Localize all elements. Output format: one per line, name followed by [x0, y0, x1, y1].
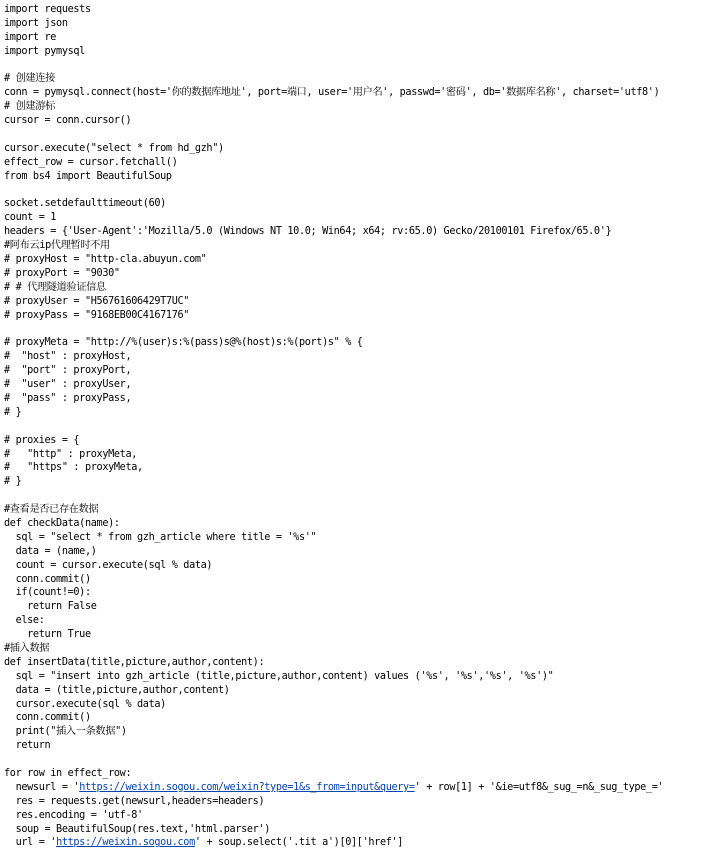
code-line: def insertData(title,picture,author,content): [4, 656, 265, 668]
code-line: # "http" : proxyMeta, [4, 448, 138, 460]
code-line: headers = {'User-Agent':'Mozilla/5.0 (Windows NT 10.0; Win64; x64; rv:65.0) Gecko/20100101 Firefox/65.0'} [4, 226, 612, 238]
code-line: return [4, 740, 51, 752]
code-line [4, 128, 719, 142]
code-line: #查看是否已存在数据 [4, 504, 99, 516]
code-line: # proxyPass = "9168EB00C4167176" [4, 309, 190, 321]
code-line: return False [4, 601, 97, 613]
code-line: # "port" : proxyPort, [4, 365, 132, 377]
code-line: soup = BeautifulSoup(res.text,'html.parser') [4, 823, 271, 835]
code-line: for row in effect_row: [4, 767, 132, 779]
code-line: # } [4, 476, 22, 488]
code-line: count = cursor.execute(sql % data) [4, 559, 213, 571]
code-line [4, 420, 719, 434]
code-line: # proxyHost = "http-cla.abuyun.com" [4, 254, 207, 266]
code-line: return True [4, 629, 91, 641]
code-line: def checkData(name): [4, 517, 120, 529]
code-line: cursor = conn.cursor() [4, 115, 132, 127]
code-line: res = requests.get(newsurl,headers=headers) [4, 795, 265, 807]
code-line: # proxyPort = "9030" [4, 267, 120, 279]
code-line [4, 781, 719, 795]
code-line: import requests [4, 4, 91, 15]
code-line: cursor.execute(sql % data) [4, 698, 166, 710]
code-line: sql = "select * from gzh_article where title = '%s'" [4, 531, 317, 543]
code-line: else: [4, 615, 45, 627]
url-link[interactable]: https://weixin.sogou.com/weixin?type=1&s_from=input&query= [79, 781, 415, 793]
code-text: ' + row[1] + '&ie=utf8&_sug_=n&_sug_type_=' [414, 781, 664, 793]
code-line: print("插入一条数据") [4, 726, 127, 738]
code-line: # "https" : proxyMeta, [4, 462, 143, 474]
code-line: conn.commit() [4, 573, 91, 585]
code-line: # # 代理隧道验证信息 [4, 281, 106, 293]
code-line: # } [4, 406, 22, 418]
code-line: from bs4 import BeautifulSoup [4, 170, 172, 182]
code-line: # "pass" : proxyPass, [4, 392, 132, 404]
code-line: socket.setdefaulttimeout(60) [4, 198, 166, 210]
code-line: count = 1 [4, 212, 57, 224]
code-line: import pymysql [4, 45, 85, 57]
code-text: ' + soup.select('.tit a')[0]['href'] [194, 837, 404, 849]
code-line: # proxyMeta = "http://%(user)s:%(pass)s@%(host)s:%(port)s" % { [4, 337, 363, 349]
code-listing [4, 3, 719, 850]
code-line: import json [4, 17, 68, 29]
code-line [4, 753, 719, 767]
code-line: conn.commit() [4, 712, 91, 724]
code-line [4, 836, 719, 850]
code-line: #阿布云ip代理暂时不用 [4, 240, 110, 252]
code-line: # 创建连接 [4, 73, 55, 85]
code-line: # 创建游标 [4, 101, 55, 113]
url-link[interactable]: https://weixin.sogou.com [56, 837, 195, 849]
code-line [4, 489, 719, 503]
code-line [4, 184, 719, 198]
code-line [4, 322, 719, 336]
code-line: import re [4, 31, 57, 43]
code-text: url = ' [4, 837, 57, 849]
code-line: effect_row = cursor.fetchall() [4, 156, 178, 168]
code-text: newsurl = ' [4, 781, 80, 793]
code-line: sql = "insert into gzh_article (title,picture,author,content) values ('%s', '%s','%s', '%s')" [4, 670, 554, 682]
code-line: # proxyUser = "H56761606429T7UC" [4, 295, 190, 307]
code-line [4, 59, 719, 73]
code-line: data = (name,) [4, 545, 97, 557]
code-line: res.encoding = 'utf-8' [4, 809, 143, 821]
code-line: cursor.execute("select * from hd_gzh") [4, 142, 224, 154]
code-line: # proxies = { [4, 434, 80, 446]
code-line: data = (title,picture,author,content) [4, 684, 230, 696]
code-line: # "user" : proxyUser, [4, 379, 132, 391]
code-line: if(count!=0): [4, 587, 91, 599]
code-line: #插入数据 [4, 642, 50, 654]
code-line: # "host" : proxyHost, [4, 351, 132, 363]
code-line: conn = pymysql.connect(host='你的数据库地址', port=端口, user='用户名', passwd='密码', db='数据库名称', charset='utf8') [4, 87, 660, 99]
